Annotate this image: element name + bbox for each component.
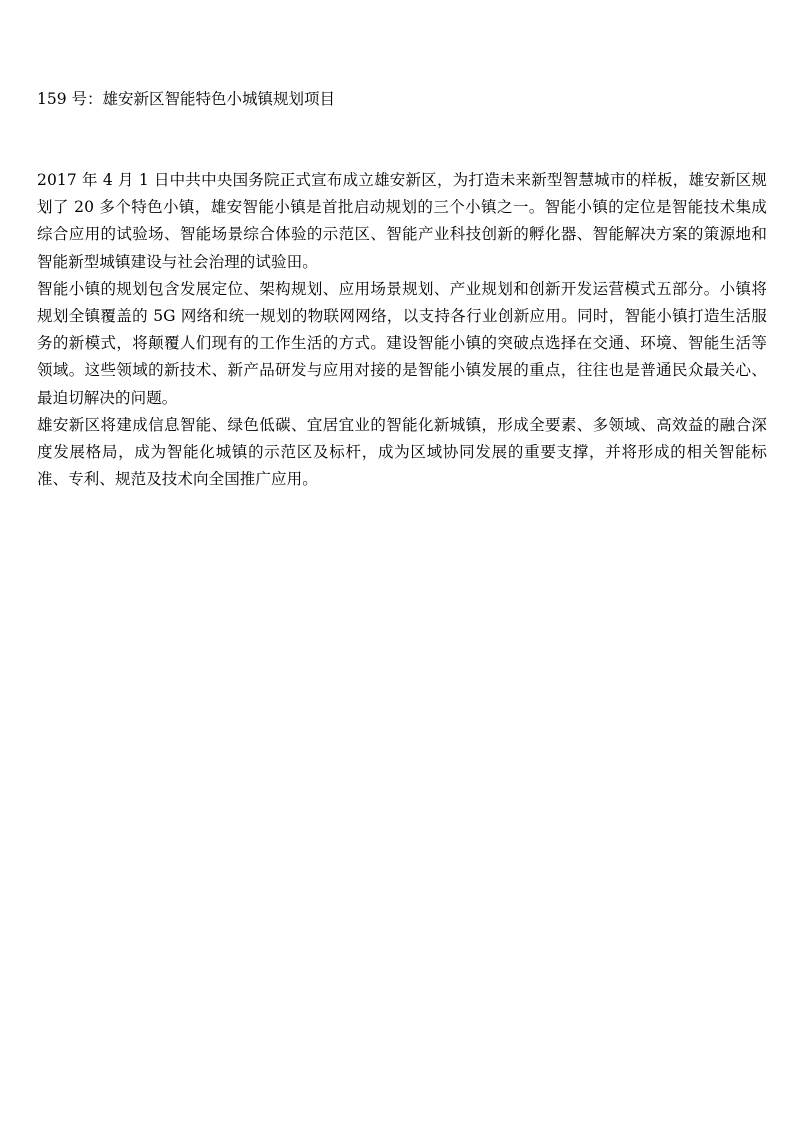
paragraph-establishment: 2017 年 4 月 1 日中共中央国务院正式宣布成立雄安新区，为打造未来新型智慧城市的样板，雄安新区规划了 20 多个特色小镇，雄安智能小镇是首批启动规划的三个小镇之一。智能小镇的定位是智能技术集成综合应用的试验场、智能场景综合体验的示范区、智能产业科技创新的孵化器、智能解决方案的策源地和智能新型城镇建设与社会治理的试验田。 bbox=[37, 171, 767, 271]
document-body bbox=[37, 167, 767, 493]
document-title: 159 号：雄安新区智能特色小城镇规划项目 bbox=[37, 90, 336, 108]
paragraph-planning: 智能小镇的规划包含发展定位、架构规划、应用场景规划、产业规划和创新开发运营模式五部分。小镇将规划全镇覆盖的 5G 网络和统一规划的物联网网络，以支持各行业创新应用。同时，智能小镇打造生活服务的新模式，将颠覆人们现有的工作生活的方式。建设智能小镇的突破点选择在交通、环境、智能生活等领域。这些领域的新技术、新产品研发与应用对接的是智能小镇发展的重点，往往也是普通民众最关心、最迫切解决的问题。 bbox=[37, 279, 767, 407]
paragraph-goals: 雄安新区将建成信息智能、绿色低碳、宜居宜业的智能化新城镇，形成全要素、多领域、高效益的融合深度发展格局，成为智能化城镇的示范区及标杆，成为区域协同发展的重要支撑，并将形成的相关智能标准、专利、规范及技术向全国推广应用。 bbox=[37, 415, 767, 489]
